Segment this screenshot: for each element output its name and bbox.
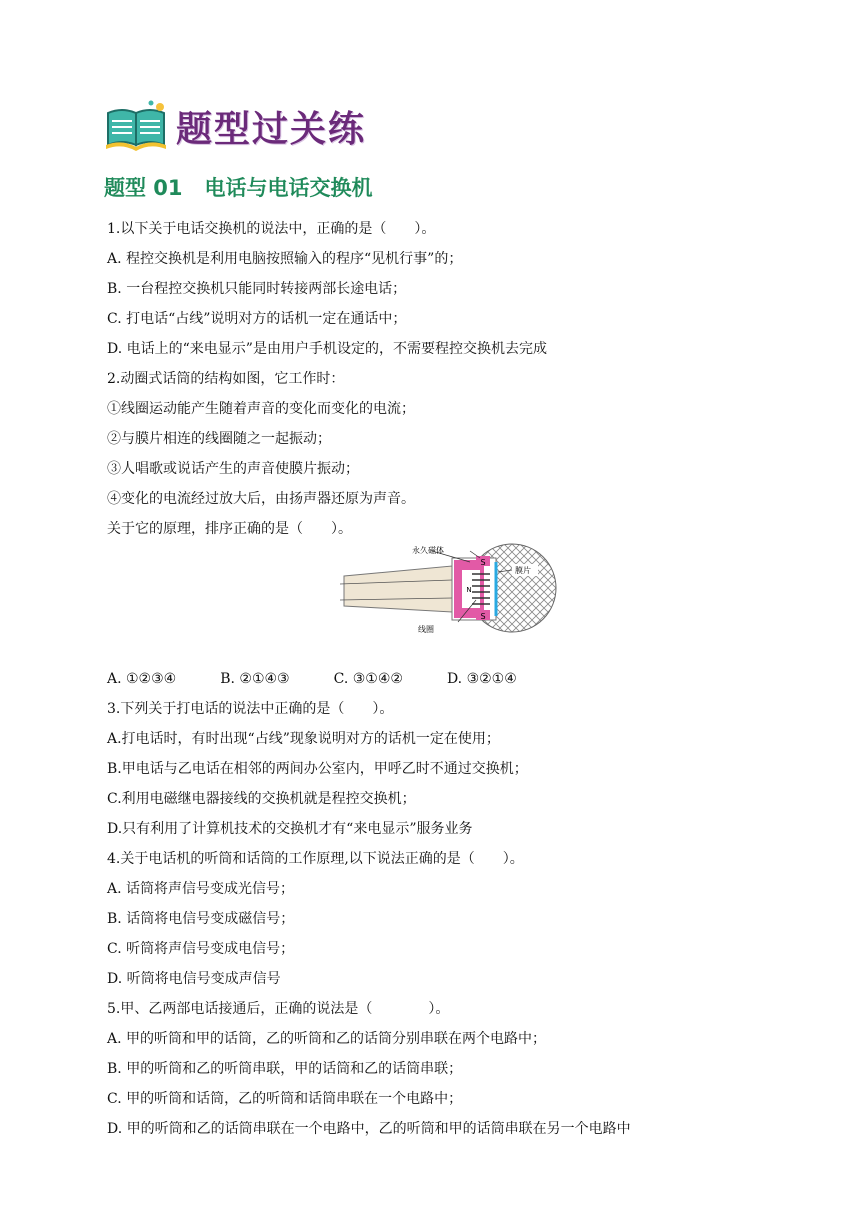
option-b: B. ②①④③	[220, 671, 290, 687]
option-c: C. 听筒将声信号变成电信号；	[107, 941, 295, 957]
label-membrane: 膜片	[515, 566, 531, 575]
option-b: B. 一台程控交换机只能同时转接两部长途电话；	[107, 281, 407, 297]
option-d: D.只有利用了计算机技术的交换机才有“来电显示”服务业务	[107, 821, 473, 837]
question-ask: 关于它的原理，排序正确的是（ ）。	[107, 521, 352, 537]
option-a: A. 甲的听筒和甲的话筒，乙的听筒和乙的话筒分别串联在两个电路中；	[107, 1031, 547, 1047]
statement: ④变化的电流经过放大后，由扬声器还原为声音。	[107, 491, 415, 507]
question-list	[107, 214, 827, 1144]
microphone-diagram	[340, 540, 558, 636]
option-c: C.利用电磁继电器接线的交换机就是程控交换机；	[107, 791, 416, 807]
section-name: 电话与电话交换机	[204, 176, 373, 200]
section-header	[104, 98, 366, 154]
label-magnet: 永久磁体	[412, 546, 444, 555]
option-a: A.打电话时，有时出现“占线”现象说明对方的话机一定在使用；	[107, 731, 500, 747]
pole-s-bottom: S	[480, 612, 486, 621]
option-a: A. 程控交换机是利用电脑按照输入的程序“见机行事”的；	[107, 251, 463, 267]
section-heading	[104, 172, 395, 202]
section-number: 题型 01	[104, 176, 183, 200]
option-c: C. 甲的听筒和话筒，乙的听筒和话筒串联在一个电路中；	[107, 1091, 463, 1107]
question-stem: 3.下列关于打电话的说法中正确的是（ ）。	[107, 701, 394, 717]
pole-n: N	[466, 586, 472, 594]
question-stem: 1.以下关于电话交换机的说法中，正确的是（ ）。	[107, 221, 436, 237]
option-d: D. ③②①④	[446, 671, 517, 687]
option-a: A. ①②③④	[107, 671, 177, 687]
statement: ②与膜片相连的线圈随之一起振动；	[107, 431, 331, 447]
question-stem: 2.动圈式话筒的结构如图，它工作时：	[107, 371, 345, 387]
statement: ③人唱歌或说话产生的声音使膜片振动；	[107, 461, 359, 477]
option-d: D. 电话上的“来电显示”是由用户手机设定的，不需要程控交换机去完成	[107, 341, 547, 357]
option-d: D. 甲的听筒和乙的话筒串联在一个电路中，乙的听筒和甲的话筒串联在另一个电路中	[107, 1121, 631, 1137]
option-d: D. 听筒将电信号变成声信号	[107, 971, 281, 987]
page-title: 题型过关练	[176, 108, 367, 150]
label-coil: 线圈	[418, 625, 434, 634]
question-stem: 4.关于电话机的听筒和话筒的工作原理,以下说法正确的是（ ）。	[107, 851, 524, 867]
option-b: B.甲电话与乙电话在相邻的两间办公室内，甲呼乙时不通过交换机；	[107, 761, 528, 777]
open-book-icon	[104, 99, 168, 153]
option-b: B. 话筒将电信号变成磁信号；	[107, 911, 295, 927]
pole-s-top: S	[480, 558, 486, 567]
question-stem: 5.甲、乙两部电话接通后，正确的说法是（ ）。	[107, 1001, 450, 1017]
option-c: C. ③①④②	[333, 671, 403, 687]
option-c: C. 打电话“占线”说明对方的话机一定在通话中；	[107, 311, 407, 327]
options-row	[107, 664, 827, 694]
statement: ①线圈运动能产生随着声音的变化而变化的电流；	[107, 401, 415, 417]
option-a: A. 话筒将声信号变成光信号；	[107, 881, 295, 897]
option-b: B. 甲的听筒和乙的听筒串联，甲的话筒和乙的话筒串联；	[107, 1061, 463, 1077]
